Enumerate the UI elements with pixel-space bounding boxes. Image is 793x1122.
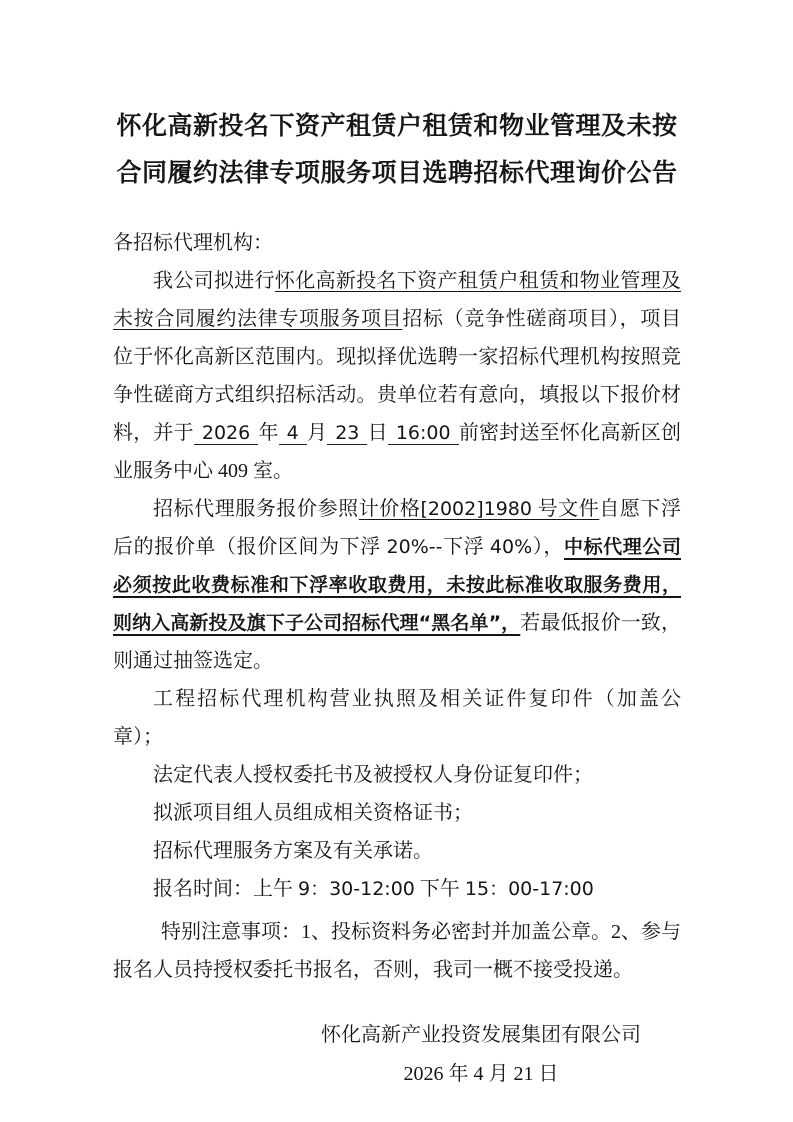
pricing-mid2: 下浮	[442, 536, 490, 558]
signature-date: 2026 年 4 月 21 日	[403, 1063, 559, 1085]
fee-document-reference	[359, 498, 600, 520]
deadline-time: 16:00	[388, 422, 459, 445]
schedule-line	[113, 870, 681, 908]
day-unit: 日	[367, 422, 388, 444]
discount-lower: 20%--	[386, 536, 443, 558]
year-unit: 年	[258, 422, 279, 444]
doc-ref-pre: 计价格	[358, 498, 421, 520]
doc-ref-number: [2002]1980	[420, 498, 532, 520]
pricing-mid1: 自愿下浮后的报价单（报价区间为下浮	[113, 498, 682, 558]
pricing-tail: 若最低报价一致，则通过抽签选定。	[113, 612, 681, 672]
discount-upper: 40%	[489, 536, 533, 558]
intro-tail: 前密封送至怀化高新区创业服务中心 409 室。	[113, 422, 681, 482]
schedule-separator: 下午	[414, 878, 465, 900]
schedule-label: 报名时间：上午	[153, 878, 298, 900]
paragraph-pricing	[113, 490, 681, 680]
signature-company: 怀化高新产业投资发展集团有限公司	[321, 1024, 641, 1046]
requirement-item-team-certificates: 拟派项目组人员组成相关资格证书；	[153, 802, 473, 824]
schedule-afternoon-hours: 15：00-17:00	[464, 878, 594, 900]
signature-block	[321, 1016, 641, 1094]
month-unit: 月	[306, 422, 328, 444]
pricing-mid3: ），	[532, 536, 564, 558]
salutation: 各招标代理机构：	[113, 232, 273, 254]
project-name-underlined: 怀化高新投名下资产租赁户租赁和物业管理及未按合同履约法律专项服务项目	[113, 270, 682, 330]
requirement-item-authorization: 法定代表人授权委托书及被授权人身份证复印件；	[153, 764, 593, 786]
deadline-day: 23	[327, 422, 367, 445]
blacklist-warning: 中标代理公司必须按此收费标准和下浮率收取费用，未按此标准收取服务费用，则纳入高新投及旗下子公司招标代理“黑名单”，	[113, 536, 682, 634]
document-title: 怀化高新投名下资产租赁户租赁和物业管理及未按合同履约法律专项服务项目选聘招标代理询价公告	[116, 113, 678, 187]
notice-paragraph: 特别注意事项：1、投标资料务必密封并加盖公章。2、参与报名人员持授权委托书报名，否则，我司一概不接受投递。	[113, 921, 681, 981]
intro-lead: 我公司拟进行	[153, 270, 275, 292]
schedule-morning-hours: 9：30-12:00	[298, 878, 415, 900]
intro-mid: 招标（竞争性磋商项目），项目位于怀化高新区范围内。现拟择优选聘一家招标代理机构按照竞争性磋商方式组织招标活动。贵单位若有意向，填报以下报价材料，并于	[113, 308, 682, 444]
document-body	[113, 224, 681, 989]
requirement-item-service-plan: 招标代理服务方案及有关承诺。	[153, 840, 433, 862]
deadline-month: 4	[279, 422, 307, 445]
requirement-item-license: 工程招标代理机构营业执照及相关证件复印件（加盖公章）；	[113, 688, 681, 748]
pricing-lead: 招标代理服务报价参照	[153, 498, 359, 520]
doc-ref-post: 号文件	[532, 498, 600, 520]
paragraph-intro	[113, 262, 681, 490]
deadline-year: 2026	[194, 422, 258, 445]
